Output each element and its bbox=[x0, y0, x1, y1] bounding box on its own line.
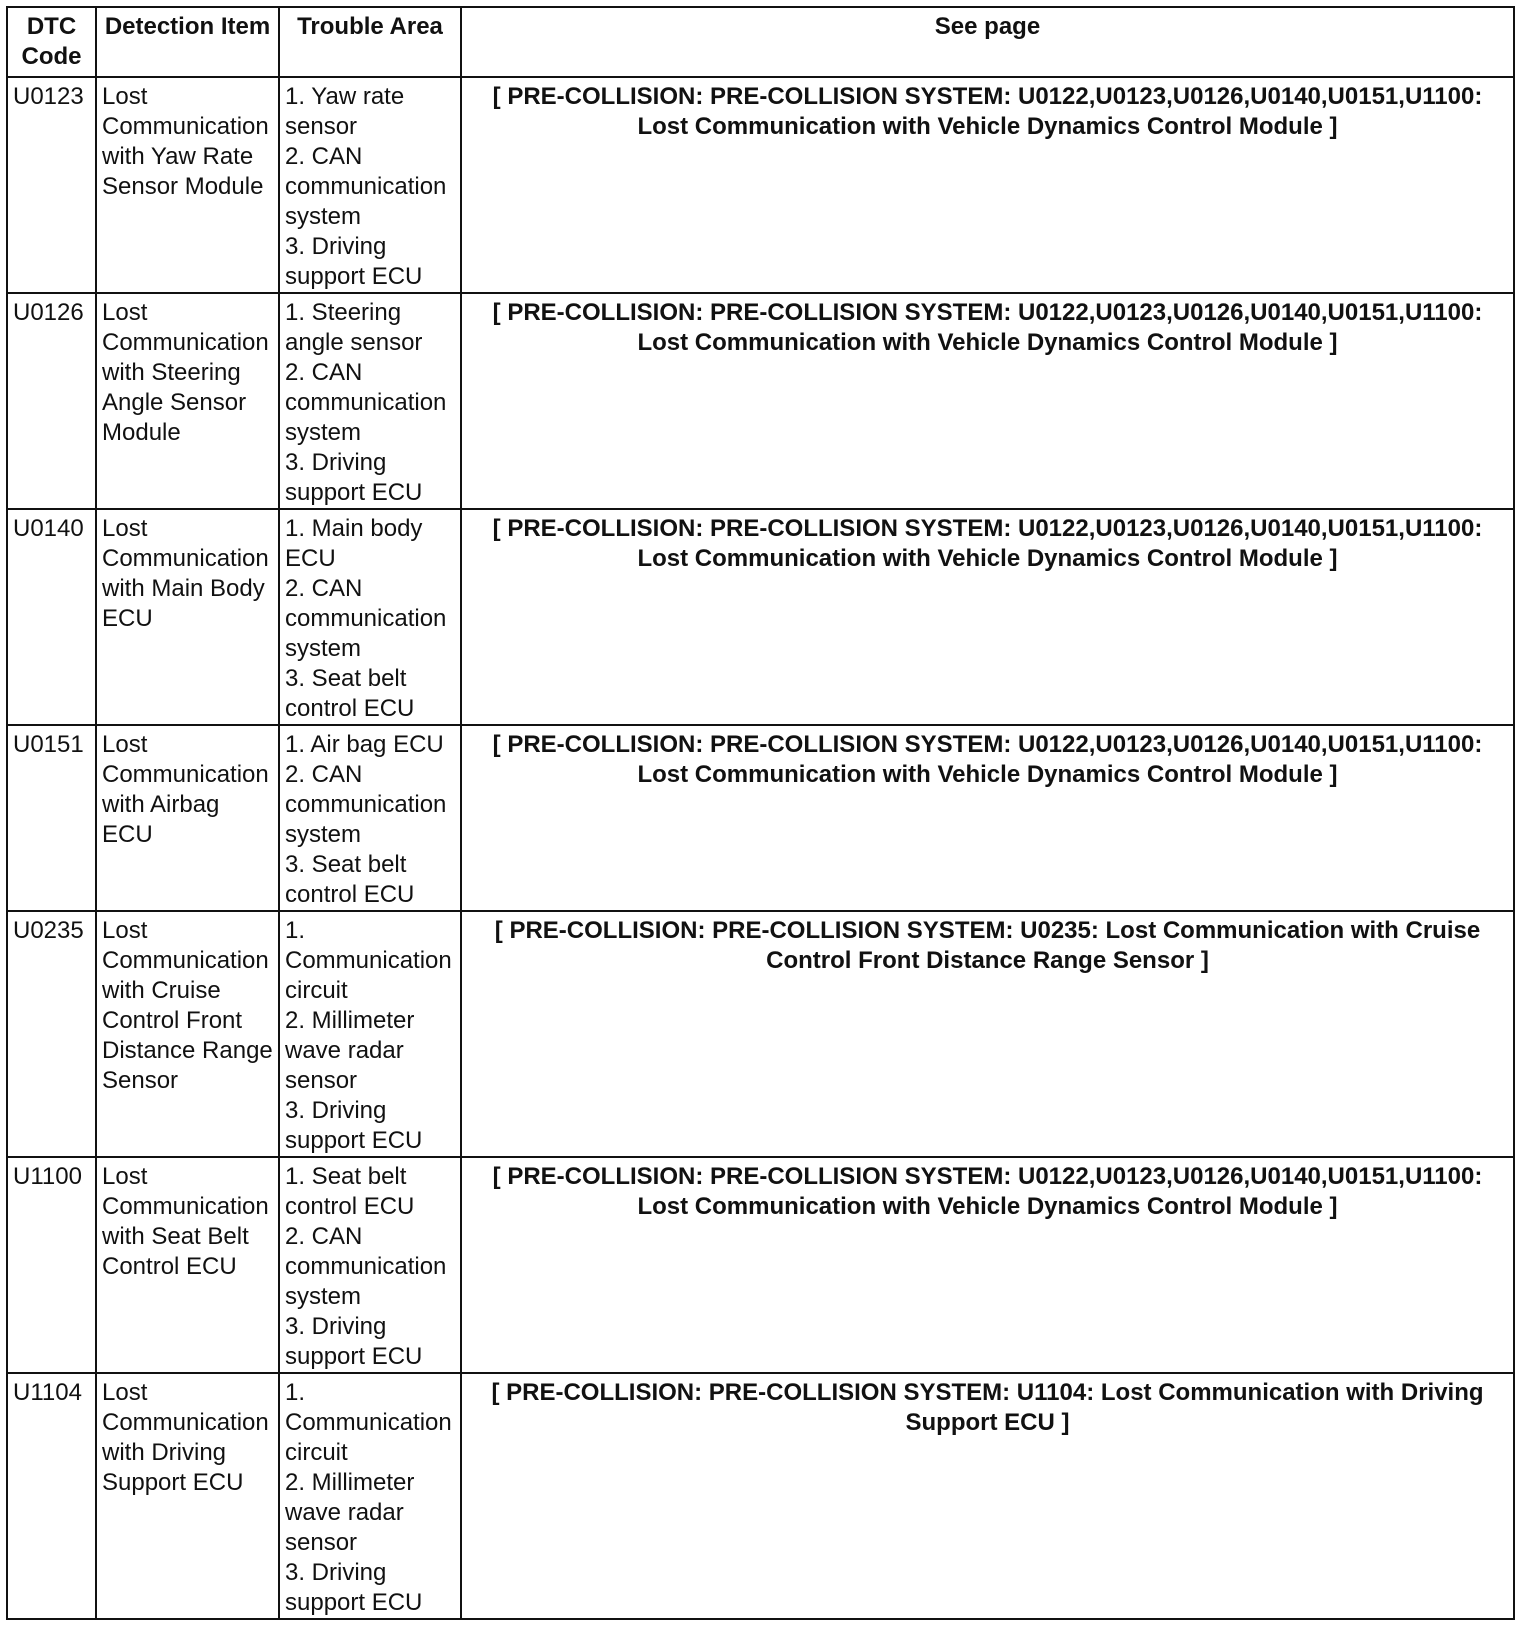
trouble-area-line: 3. Seat belt control ECU bbox=[285, 665, 415, 722]
header-see-page: See page bbox=[461, 7, 1514, 77]
trouble-area-line: 3. Driving support ECU bbox=[285, 449, 423, 506]
trouble-area-cell bbox=[279, 77, 461, 293]
trouble-area-line: 3. Driving support ECU bbox=[285, 1559, 423, 1616]
dtc-code-cell: U0123 bbox=[7, 77, 96, 293]
table-row bbox=[7, 293, 1514, 509]
trouble-area-line: 1. Seat belt control ECU bbox=[285, 1163, 415, 1220]
dtc-code-cell: U0151 bbox=[7, 725, 96, 911]
trouble-area-cell bbox=[279, 911, 461, 1157]
detection-item-cell: Lost Communication with Main Body ECU bbox=[96, 509, 279, 725]
table-row bbox=[7, 1373, 1514, 1619]
see-page-link[interactable]: [ PRE-COLLISION: PRE-COLLISION SYSTEM: U0122,U0123,U0126,U0140,U0151,U1100: Lost Communication with Vehicle Dynamics Control Module ] bbox=[461, 509, 1514, 725]
see-page-link[interactable]: [ PRE-COLLISION: PRE-COLLISION SYSTEM: U0122,U0123,U0126,U0140,U0151,U1100: Lost Communication with Vehicle Dynamics Control Module ] bbox=[461, 725, 1514, 911]
dtc-code-cell: U0126 bbox=[7, 293, 96, 509]
trouble-area-line: 2. CAN communication system bbox=[285, 143, 447, 230]
see-page-link[interactable]: [ PRE-COLLISION: PRE-COLLISION SYSTEM: U0235: Lost Communication with Cruise Control Front Distance Range Sensor ] bbox=[461, 911, 1514, 1157]
trouble-area-cell bbox=[279, 509, 461, 725]
trouble-area-line: 2. CAN communication system bbox=[285, 1223, 447, 1310]
trouble-area-cell bbox=[279, 1373, 461, 1619]
trouble-area-cell bbox=[279, 1157, 461, 1373]
detection-item-cell: Lost Communication with Airbag ECU bbox=[96, 725, 279, 911]
table-row bbox=[7, 911, 1514, 1157]
table-row bbox=[7, 1157, 1514, 1373]
see-page-link[interactable]: [ PRE-COLLISION: PRE-COLLISION SYSTEM: U0122,U0123,U0126,U0140,U0151,U1100: Lost Communication with Vehicle Dynamics Control Module ] bbox=[461, 1157, 1514, 1373]
trouble-area-line: 2. Millimeter wave radar sensor bbox=[285, 1007, 415, 1094]
dtc-code-cell: U0140 bbox=[7, 509, 96, 725]
table-row bbox=[7, 509, 1514, 725]
trouble-area-line: 1. Communication circuit bbox=[285, 1379, 452, 1466]
detection-item-cell: Lost Communication with Steering Angle Sensor Module bbox=[96, 293, 279, 509]
dtc-code-cell: U1100 bbox=[7, 1157, 96, 1373]
trouble-area-line: 1. Steering angle sensor bbox=[285, 299, 423, 356]
table-header-row bbox=[7, 7, 1514, 77]
table-row bbox=[7, 725, 1514, 911]
detection-item-cell: Lost Communication with Yaw Rate Sensor Module bbox=[96, 77, 279, 293]
trouble-area-line: 2. Millimeter wave radar sensor bbox=[285, 1469, 415, 1556]
header-trouble-area: Trouble Area bbox=[279, 7, 461, 77]
see-page-link[interactable]: [ PRE-COLLISION: PRE-COLLISION SYSTEM: U0122,U0123,U0126,U0140,U0151,U1100: Lost Communication with Vehicle Dynamics Control Module ] bbox=[461, 293, 1514, 509]
header-dtc-code: DTC Code bbox=[7, 7, 96, 77]
trouble-area-line: 3. Driving support ECU bbox=[285, 233, 423, 290]
trouble-area-line: 3. Driving support ECU bbox=[285, 1097, 423, 1154]
see-page-link[interactable]: [ PRE-COLLISION: PRE-COLLISION SYSTEM: U0122,U0123,U0126,U0140,U0151,U1100: Lost Communication with Vehicle Dynamics Control Module ] bbox=[461, 77, 1514, 293]
trouble-area-line: 1. Communication circuit bbox=[285, 917, 452, 1004]
trouble-area-line: 2. CAN communication system bbox=[285, 575, 447, 662]
detection-item-cell: Lost Communication with Seat Belt Control ECU bbox=[96, 1157, 279, 1373]
trouble-area-line: 1. Yaw rate sensor bbox=[285, 83, 405, 140]
trouble-area-cell bbox=[279, 293, 461, 509]
detection-item-cell: Lost Communication with Driving Support ECU bbox=[96, 1373, 279, 1619]
trouble-area-line: 1. Air bag ECU bbox=[285, 731, 444, 758]
trouble-area-line: 1. Main body ECU bbox=[285, 515, 423, 572]
trouble-area-line: 3. Seat belt control ECU bbox=[285, 851, 415, 908]
dtc-code-cell: U1104 bbox=[7, 1373, 96, 1619]
table-row bbox=[7, 77, 1514, 293]
detection-item-cell: Lost Communication with Cruise Control Front Distance Range Sensor bbox=[96, 911, 279, 1157]
header-detection-item: Detection Item bbox=[96, 7, 279, 77]
trouble-area-line: 3. Driving support ECU bbox=[285, 1313, 423, 1370]
trouble-area-cell bbox=[279, 725, 461, 911]
see-page-link[interactable]: [ PRE-COLLISION: PRE-COLLISION SYSTEM: U1104: Lost Communication with Driving Support ECU ] bbox=[461, 1373, 1514, 1619]
trouble-area-line: 2. CAN communication system bbox=[285, 359, 447, 446]
dtc-table bbox=[6, 6, 1515, 1620]
dtc-code-cell: U0235 bbox=[7, 911, 96, 1157]
trouble-area-line: 2. CAN communication system bbox=[285, 761, 447, 848]
